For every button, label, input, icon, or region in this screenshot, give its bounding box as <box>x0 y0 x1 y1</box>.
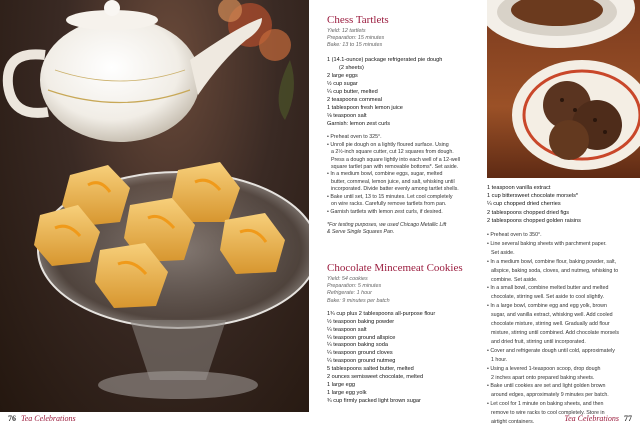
right-book-title: Tea Celebrations <box>564 414 619 423</box>
ingredient: ¼ teaspoon baking soda <box>327 342 388 349</box>
chess-tartlets-prep: Preparation: 15 minutes <box>327 35 385 42</box>
ingredient: ¼ teaspoon ground cloves <box>327 350 393 357</box>
chocolate-cookies-ingredients-a <box>327 311 485 406</box>
step-line: • In a small bowl, combine melted butter and melted <box>487 285 609 292</box>
step-line: sugar, and vanilla extract, whisking well. Add cooled <box>491 312 613 319</box>
note-line: & Serve Single Squares Pan. <box>327 229 395 236</box>
step-line: allspice, baking soda, cloves, and nutmeg, whisking to <box>491 267 619 274</box>
ingredient: ¼ teaspoon salt <box>327 326 367 333</box>
step-line: airtight containers. <box>491 419 535 426</box>
ingredient: ½ teaspoon baking powder <box>327 318 395 325</box>
ingredient: ¼ teaspoon ground allspice <box>327 334 396 341</box>
step-line: • Unroll pie dough on a lightly floured surface. Using <box>327 141 449 148</box>
step-line: • Line several baking sheets with parchment paper. <box>487 240 607 247</box>
chocolate-cookies-yield: Yield: 54 cookies <box>327 276 368 282</box>
step-line: • In a large bowl, combine egg and egg yolk, brown <box>487 303 607 310</box>
step-line: • In a medium bowl, combine flour, baking powder, salt, <box>487 258 617 265</box>
chess-tartlets-bake: Bake: 13 to 15 minutes <box>327 42 383 49</box>
chess-tartlets-recipe <box>327 14 485 236</box>
chocolate-cookies-bake: Bake: 9 minutes per batch <box>327 297 390 304</box>
ingredient: 1 large egg yolk <box>327 389 367 396</box>
ingredient: 1 teaspoon vanilla extract <box>487 185 551 191</box>
ingredient: 2 tablespoons chopped golden raisins <box>487 217 581 224</box>
ingredient: Garnish: lemon zest curls <box>327 121 391 128</box>
ingredient: 2 teaspoons cornmeal <box>327 97 383 104</box>
chocolate-cookies-steps <box>487 231 637 427</box>
ingredient: ¼ teaspoon ground nutmeg <box>327 358 396 365</box>
chocolate-cookies-recipe <box>327 262 485 406</box>
ingredient: 1 (14.1-ounce) package refrigerated pie dough <box>327 56 443 63</box>
step-line: on wire racks. Carefully remove tartlets from pan. <box>331 201 447 208</box>
ingredient: 1¾ cup plus 2 tablespoons all-purpose flour <box>327 310 436 317</box>
left-page-footer <box>8 414 76 423</box>
step-line: remove to wire racks to cool completely. Store in <box>491 410 605 417</box>
step-line: • Using a levered 1-teaspoon scoop, drop dough <box>487 365 601 372</box>
right-page-number: 77 <box>624 414 632 423</box>
right-page-footer <box>564 414 632 423</box>
step-line: a 2½-inch square cutter, cut 12 squares from dough. <box>331 149 454 156</box>
ingredient: 5 tablespoons salted butter, melted <box>327 366 414 373</box>
step-line: • Preheat oven to 325°. <box>327 134 382 141</box>
step-line: • Bake until set, 13 to 15 minutes. Let cool completely <box>327 193 453 200</box>
ingredient: ⅛ teaspoon salt <box>327 113 367 120</box>
tartlets-photo <box>0 0 309 412</box>
chess-tartlets-title: Chess Tartlets <box>327 14 389 26</box>
step-line: butter, cornmeal, lemon juice, and salt, whisking until <box>331 178 455 185</box>
ingredient: ¼ cup butter, melted <box>327 88 378 95</box>
step-line: chocolate mixture, stirring well. Gradually add flour <box>491 321 610 328</box>
step-line: • Bake until cookies are set and light golden brown <box>487 383 606 390</box>
chocolate-cookies-refrigerate: Refrigerate: 1 hour <box>327 290 372 297</box>
chess-tartlets-note <box>327 222 485 236</box>
step-line: square tartlet pan with removable bottoms*. Set aside. <box>331 164 459 171</box>
step-line: chocolate, stirring well. Set aside to cool slightly. <box>491 294 604 301</box>
step-line: incorporated. Divide batter evenly among tartlet shells. <box>331 186 459 193</box>
chess-tartlets-ingredients <box>327 56 485 129</box>
chocolate-cookies-ingredients-b <box>487 184 637 225</box>
step-line: Press a dough square lightly into each well of a 12-well <box>331 156 460 163</box>
cookies-photo <box>487 0 640 178</box>
ingredient: 1 large egg <box>327 381 355 388</box>
cookies-photo-art <box>487 0 640 178</box>
ingredient: (2 sheets) <box>339 64 364 71</box>
step-line: • Cover and refrigerate dough until cold, approximately <box>487 347 615 354</box>
ingredient: ½ cup sugar <box>327 80 358 87</box>
step-line: • In a medium bowl, combine eggs, sugar, melted <box>327 171 443 178</box>
step-line: mixture, stirring until combined. Add chocolate morsels <box>491 329 620 336</box>
step-line: 1 hour. <box>491 356 508 363</box>
chess-tartlets-steps <box>327 134 485 215</box>
step-line: Set aside. <box>491 249 515 256</box>
note-line: *For testing purposes, we used Chicago Metallic Lift <box>327 221 447 228</box>
chocolate-cookies-continued <box>487 184 637 427</box>
step-line: • Let cool for 1 minute on baking sheets, and then <box>487 401 604 408</box>
tartlets-photo-art <box>0 0 309 412</box>
step-line: and dried fruit, stirring until incorporated. <box>491 338 586 345</box>
step-line: • Preheat oven to 350°. <box>487 232 542 239</box>
chess-tartlets-yield: Yield: 12 tartlets <box>327 28 366 34</box>
ingredient: ¼ cup chopped dried cherries <box>487 201 561 208</box>
step-line: 2 inches apart onto prepared baking sheets. <box>491 374 595 381</box>
chocolate-cookies-title: Chocolate Mincemeat Cookies <box>327 262 463 274</box>
ingredient: 2 large eggs <box>327 72 358 79</box>
left-page-number: 76 <box>8 414 16 423</box>
ingredient: ¾ cup firmly packed light brown sugar <box>327 397 421 404</box>
left-book-title: Tea Celebrations <box>21 414 76 423</box>
ingredient: 1 cup bittersweet chocolate morsels* <box>487 193 579 200</box>
step-line: around edges, approximately 9 minutes per batch. <box>491 392 609 399</box>
ingredient: 1 tablespoon fresh lemon juice <box>327 105 403 112</box>
step-line: • Garnish tartlets with lemon zest curls, if desired. <box>327 208 443 215</box>
ingredient: 2 tablespoons chopped dried figs <box>487 209 570 216</box>
step-line: combine. Set aside. <box>491 276 538 283</box>
ingredient: 2 ounces semisweet chocolate, melted <box>327 374 424 381</box>
chocolate-cookies-prep: Preparation: 5 minutes <box>327 283 382 290</box>
